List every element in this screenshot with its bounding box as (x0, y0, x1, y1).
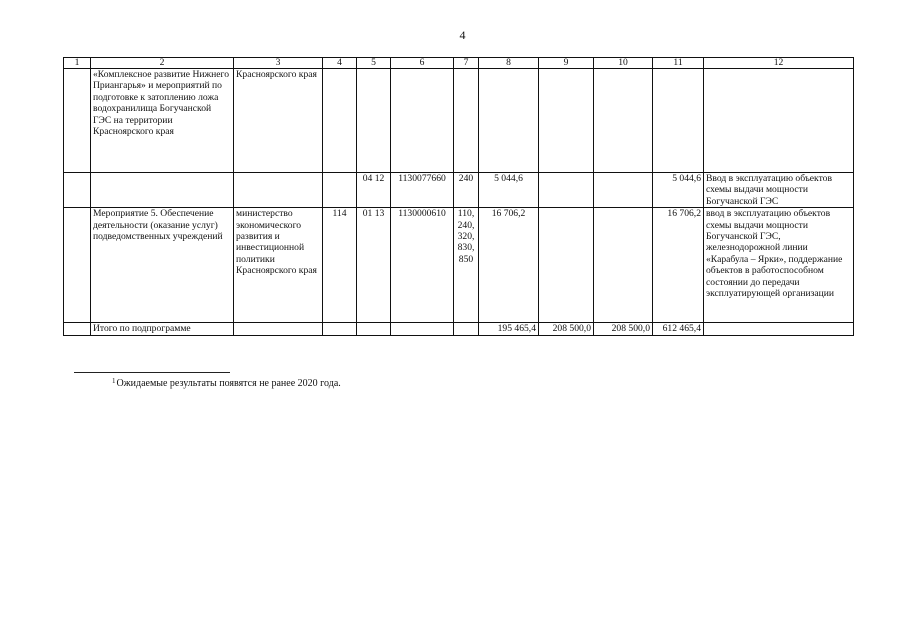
table-row (64, 173, 854, 208)
responsible-cell (234, 323, 323, 336)
column-header: 10 (594, 58, 653, 69)
activity-name-cell: Мероприятие 5. Обеспечение деятельности (оказание услуг) подведомственных учреждений (91, 208, 234, 323)
grbs-code-cell: 114 (323, 208, 357, 323)
row-number-cell (64, 69, 91, 173)
table-row-total (64, 323, 854, 336)
activity-name-cell (91, 173, 234, 208)
table-row (64, 208, 854, 323)
row-number-cell (64, 173, 91, 208)
footnote-text: Ожидаемые результаты появятся не ранее 2020 года. (116, 378, 341, 389)
column-header: 6 (391, 58, 454, 69)
amount-cell: 208 500,0 (539, 323, 594, 336)
amount-cell (594, 173, 653, 208)
subprogram-table (63, 57, 854, 336)
column-header: 8 (479, 58, 539, 69)
row-number-cell (64, 323, 91, 336)
amount-cell (539, 208, 594, 323)
total-amount-cell (653, 69, 704, 173)
column-header: 7 (454, 58, 479, 69)
column-header: 5 (357, 58, 391, 69)
column-number-row (64, 58, 854, 69)
amount-cell (539, 173, 594, 208)
amount-cell (594, 208, 653, 323)
total-amount-cell: 5 044,6 (653, 173, 704, 208)
target-article-cell: 1130077660 (391, 173, 454, 208)
target-article-cell (391, 323, 454, 336)
expense-type-cell (454, 323, 479, 336)
column-header: 2 (91, 58, 234, 69)
responsible-cell (234, 173, 323, 208)
column-header: 4 (323, 58, 357, 69)
expected-result-cell: ввод в эксплуатацию объектов схемы выдачи мощности Богучанской ГЭС, железнодорожной линии «Карабула – Ярки», поддержание объектов в работоспособном состоянии до передачи эксплуатирующей организации (704, 208, 854, 323)
amount-cell: 16 706,2 (479, 208, 539, 323)
footnote (112, 375, 341, 390)
activity-name-cell: «Комплексное развитие Нижнего Приангарья» и мероприятий по подготовке к затоплению ложа водохранилища Богучанской ГЭС на территории Красноярского края (91, 69, 234, 173)
table-row (64, 69, 854, 173)
grbs-code-cell (323, 69, 357, 173)
expected-result-cell (704, 69, 854, 173)
target-article-cell (391, 69, 454, 173)
grbs-code-cell (323, 323, 357, 336)
section-code-cell: 04 12 (357, 173, 391, 208)
column-header: 3 (234, 58, 323, 69)
total-amount-cell: 612 465,4 (653, 323, 704, 336)
column-header: 1 (64, 58, 91, 69)
column-header: 11 (653, 58, 704, 69)
responsible-cell: министерство экономического развития и инвестиционной политики Красноярского края (234, 208, 323, 323)
expense-type-cell: 110, 240, 320, 830, 850 (454, 208, 479, 323)
amount-cell: 208 500,0 (594, 323, 653, 336)
total-label-cell: Итого по подпрограмме (91, 323, 234, 336)
expense-type-cell (454, 69, 479, 173)
column-header: 9 (539, 58, 594, 69)
section-code-cell (357, 323, 391, 336)
amount-cell (594, 69, 653, 173)
section-code-cell: 01 13 (357, 208, 391, 323)
column-header: 12 (704, 58, 854, 69)
amount-cell (479, 69, 539, 173)
target-article-cell: 1130000610 (391, 208, 454, 323)
total-amount-cell: 16 706,2 (653, 208, 704, 323)
expense-type-cell: 240 (454, 173, 479, 208)
amount-cell (539, 69, 594, 173)
amount-cell: 5 044,6 (479, 173, 539, 208)
responsible-cell: Красноярского края (234, 69, 323, 173)
row-number-cell (64, 208, 91, 323)
footnote-marker: 1 (112, 377, 116, 385)
page-number: 4 (459, 28, 466, 42)
section-code-cell (357, 69, 391, 173)
expected-result-cell (704, 323, 854, 336)
amount-cell: 195 465,4 (479, 323, 539, 336)
grbs-code-cell (323, 173, 357, 208)
footnote-separator (74, 372, 230, 373)
expected-result-cell: Ввод в эксплуатацию объектов схемы выдачи мощности Богучанской ГЭС (704, 173, 854, 208)
